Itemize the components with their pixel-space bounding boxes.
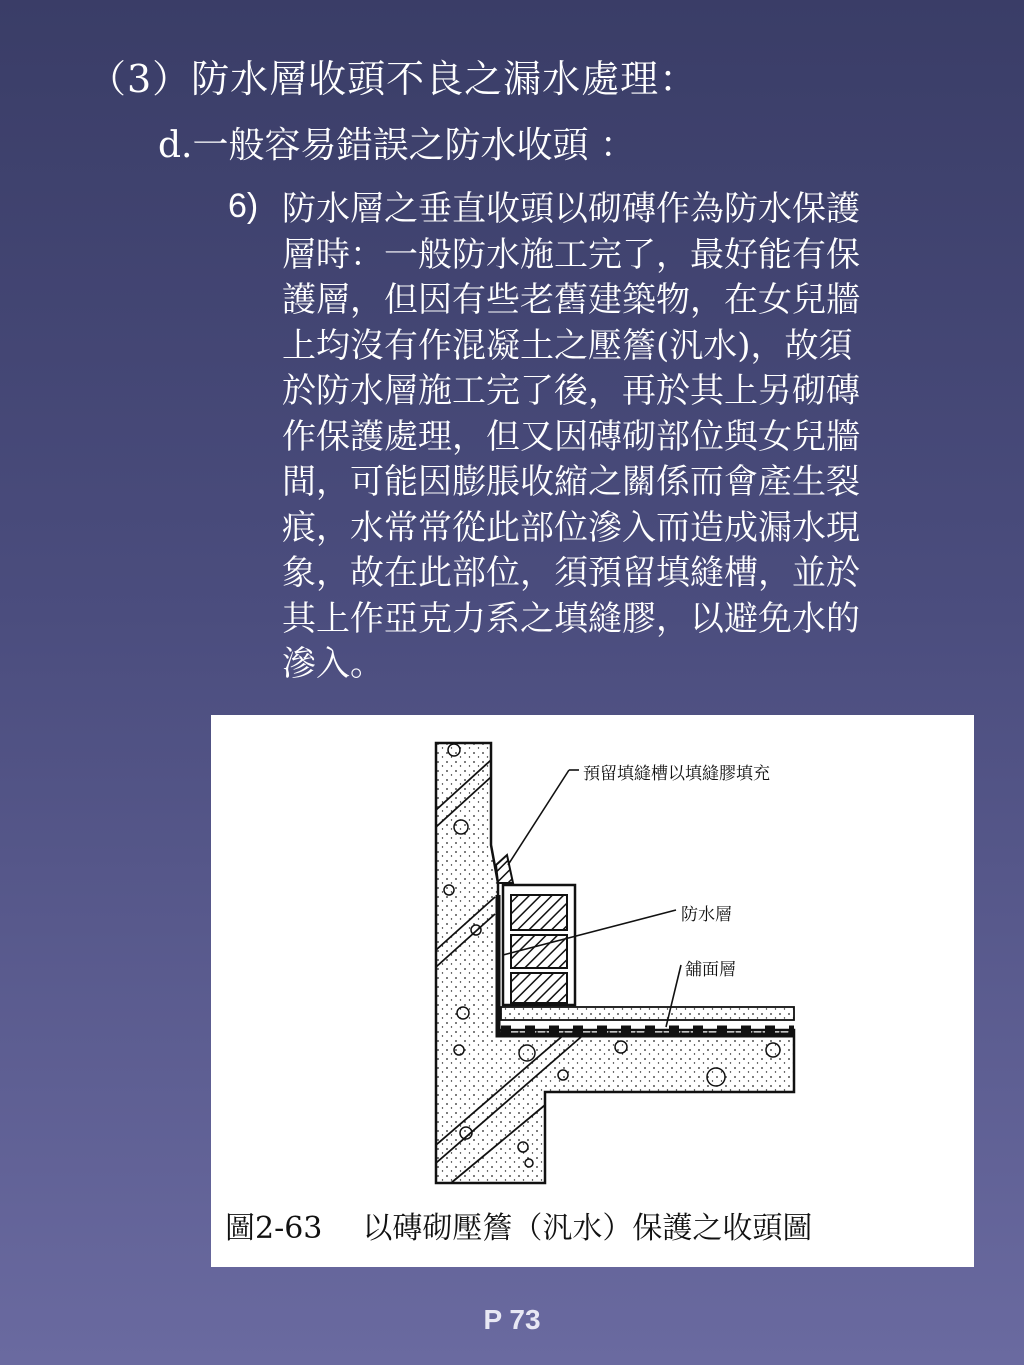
figure-caption	[225, 1203, 812, 1247]
paragraph-line: 層時：一般防水施工完了，最好能有保	[282, 234, 860, 275]
label-waterproof-layer: 防水層	[681, 905, 732, 925]
concrete-parapet-and-slab	[436, 743, 794, 1183]
paragraph-line: 象，故在此部位，須預留填縫槽，並於	[282, 553, 860, 593]
construction-detail-figure	[211, 715, 974, 1267]
label-paving-layer: 舖面層	[685, 960, 736, 980]
section-heading: （3）防水層收頭不良之漏水處理：	[88, 57, 699, 101]
subsection-heading: d.一般容易錯誤之防水收頭 ：	[158, 125, 636, 166]
joint-leader-line	[508, 770, 569, 865]
paragraph-line: 痕，水常常從此部位滲入而造成漏水現	[282, 507, 860, 548]
brick-protection-layer	[496, 855, 575, 1005]
paragraph-line: 作保護處理，但又因磚砌部位與女兒牆	[282, 416, 860, 457]
paragraph-line: 間，可能因膨脹收縮之關係而會產生裂	[282, 462, 860, 502]
paragraph-line: 於防水層施工完了後，再於其上另砌磚	[282, 371, 860, 411]
paragraph-line: 護層，但因有些老舊建築物，在女兒牆	[282, 280, 860, 320]
label-joint-groove: 預留填縫槽以填縫膠填充	[583, 764, 770, 784]
item-paragraph	[282, 187, 932, 688]
paragraph-line: 防水層之垂直收頭以砌磚作為防水保護	[282, 189, 860, 229]
figure-title: 以磚砌壓簷（汎水）保護之收頭圖	[362, 1211, 813, 1246]
figure-number: 圖2-63	[225, 1211, 323, 1246]
parapet-section-drawing	[211, 715, 974, 1267]
paragraph-line: 滲入。	[282, 644, 384, 684]
page-number: P 73	[483, 1304, 541, 1335]
paragraph-line: 上均沒有作混凝土之壓簷(汎水)，故須	[282, 325, 853, 366]
paragraph-line: 其上作亞克力系之填縫膠，以避免水的	[282, 598, 860, 639]
item-number: 6)	[228, 187, 259, 225]
